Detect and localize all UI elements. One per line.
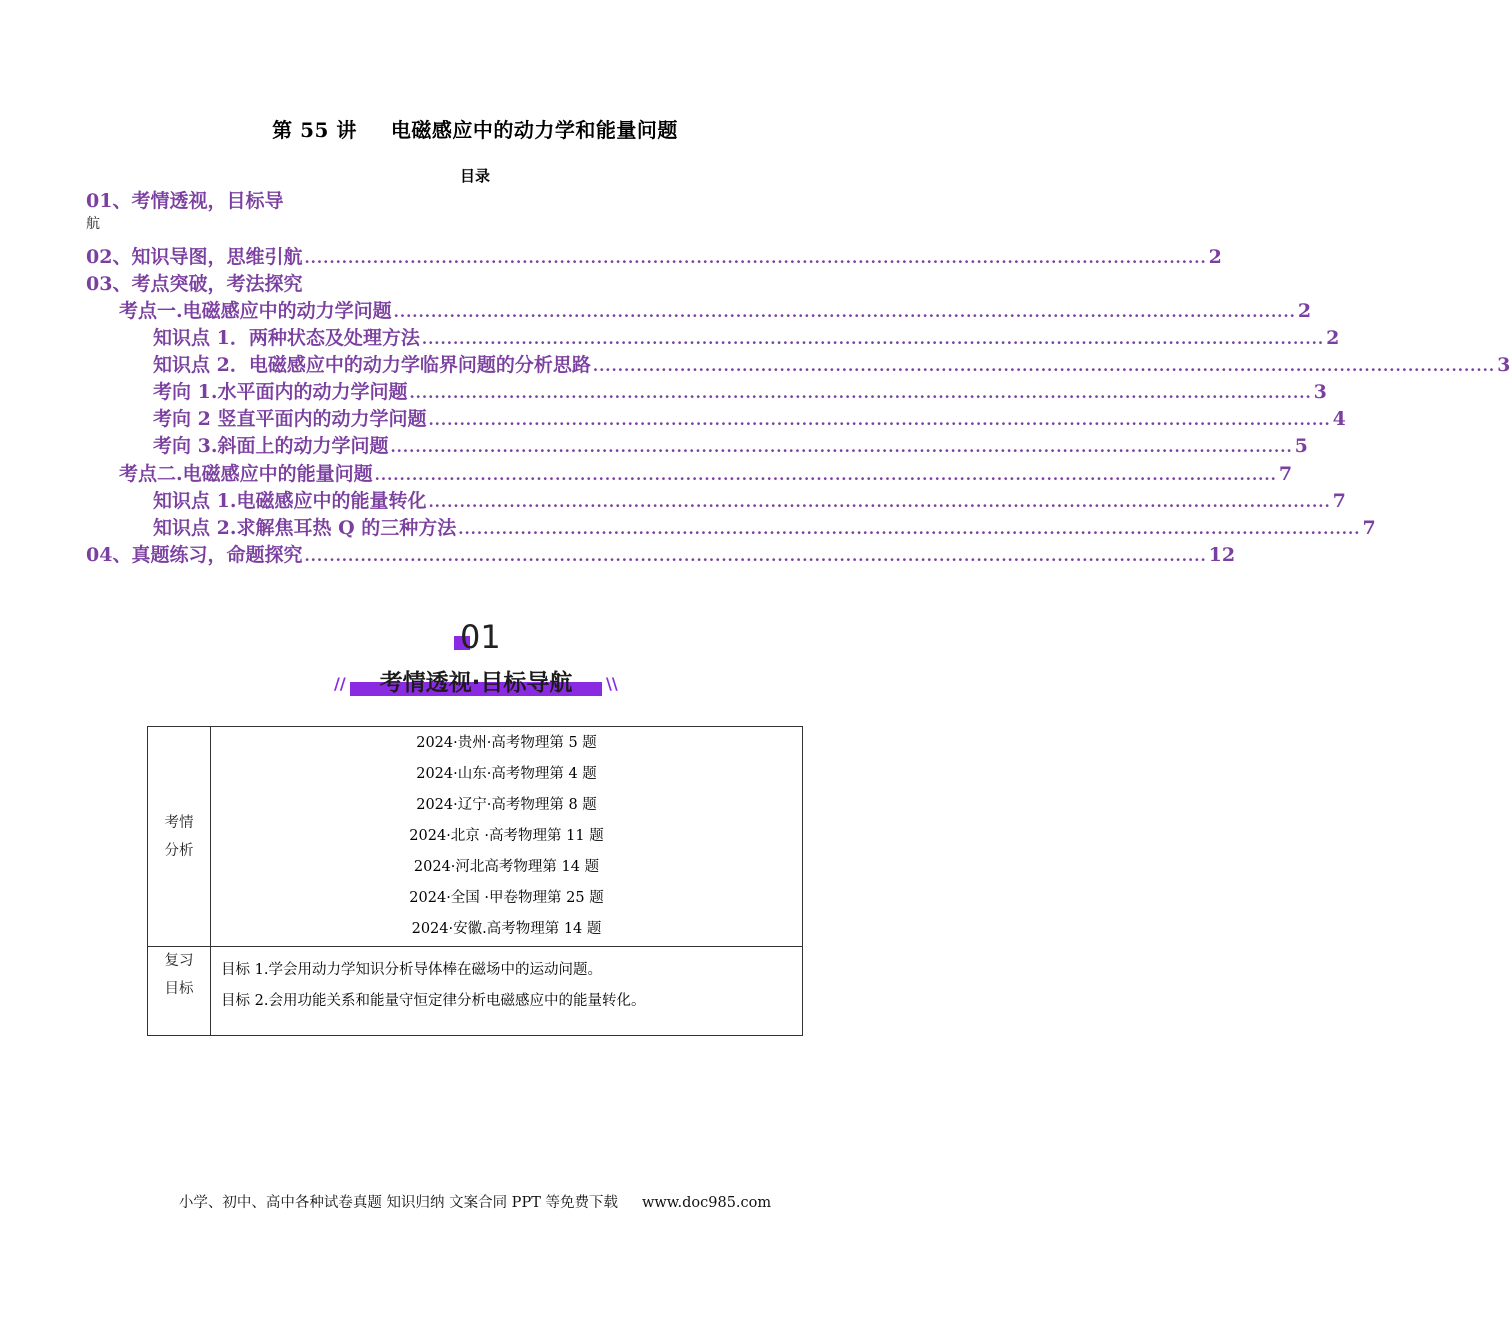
toc-entry-text: 考向 3.斜面上的动力学问题	[153, 435, 389, 457]
row-label-line: 考情	[164, 814, 194, 831]
document-title	[0, 114, 950, 143]
toc-leader-dots: .................................................................................................................................................	[304, 249, 1207, 267]
toc-entry-text: 知识点 2．电磁感应中的动力学临界问题的分析思路	[153, 354, 591, 376]
decor-slash-right-icon: \\	[606, 674, 618, 693]
toc-page-number: 2	[1208, 246, 1222, 268]
toc-page-number: 2	[1297, 300, 1312, 322]
toc-leader-dots: .................................................................................................................................................	[304, 547, 1207, 565]
toc-leader-dots: .................................................................................................................................................	[421, 330, 1325, 348]
exam-item: 2024·全国 ·甲卷物理第 25 题	[409, 890, 604, 906]
toc-entry[interactable]	[153, 486, 1346, 513]
exam-info-table	[147, 726, 803, 1036]
toc-entry[interactable]	[86, 242, 1222, 269]
exam-list-cell	[211, 727, 803, 947]
table-row	[148, 727, 803, 947]
toc-entry[interactable]: 01、考情透视，目标导	[86, 190, 284, 212]
goal-item: 目标 1.学会用动力学知识分析导体棒在磁场中的运动问题。	[221, 962, 602, 978]
lecture-topic: 电磁感应中的动力学和能量问题	[390, 118, 678, 142]
toc-page-number: 5	[1294, 435, 1308, 457]
toc-leader-dots: .................................................................................................................................................	[428, 411, 1331, 429]
toc-entry[interactable]	[153, 431, 1308, 458]
toc-entry-text: 考点二.电磁感应中的能量问题	[119, 463, 373, 485]
toc-page-number: 7	[1362, 517, 1376, 539]
row-label-line: 目标	[164, 981, 194, 997]
exam-item: 2024·北京 ·高考物理第 11 题	[409, 828, 604, 844]
exam-item: 2024·安徽.高考物理第 14 题	[411, 921, 602, 937]
toc-leader-dots: .................................................................................................................................................	[393, 303, 1296, 321]
toc-page-number: 7	[1332, 490, 1346, 512]
toc-entry[interactable]	[153, 350, 1510, 377]
row-label-line: 分析	[164, 842, 194, 859]
toc-entry[interactable]	[153, 513, 1376, 540]
goals-cell	[211, 947, 803, 1036]
decor-slash-left-icon: //	[334, 674, 346, 693]
toc-entry[interactable]: 03、考点突破，考法探究	[86, 273, 303, 295]
toc-entry-text: 知识点 1.电磁感应中的能量转化	[153, 490, 427, 512]
toc-page-number: 2	[1326, 327, 1340, 349]
footer-site-link[interactable]: www.doc985.com	[641, 1195, 772, 1211]
footer-text: 小学、初中、高中各种试卷真题 知识归纳 文案合同 PPT 等免费下载	[178, 1195, 618, 1211]
toc-entry[interactable]	[119, 459, 1293, 486]
toc-entry-text: 知识点 1．两种状态及处理方法	[153, 327, 420, 349]
toc-entry-text: 04、真题练习，命题探究	[86, 544, 303, 566]
toc-leader-dots: .................................................................................................................................................	[374, 466, 1277, 484]
toc-leader-dots: .................................................................................................................................................	[428, 493, 1331, 511]
toc-entry-text: 考向 2 竖直平面内的动力学问题	[153, 408, 427, 430]
toc-page-number: 4	[1332, 408, 1346, 430]
toc-entry[interactable]	[86, 540, 1236, 567]
toc-entry[interactable]	[153, 404, 1346, 431]
toc-entry-wrap[interactable]: 航	[86, 216, 100, 232]
section-banner-label: 考情透视·目标导航	[379, 670, 573, 696]
section-number: 01	[460, 618, 501, 656]
toc-leader-dots: .................................................................................................................................................	[409, 384, 1312, 402]
row-label-exam-analysis	[148, 727, 211, 947]
toc-entry[interactable]	[153, 377, 1327, 404]
table-row	[148, 947, 803, 1036]
exam-item: 2024·河北高考物理第 14 题	[413, 859, 600, 875]
goal-item: 目标 2.会用功能关系和能量守恒定律分析电磁感应中的能量转化。	[221, 993, 646, 1009]
exam-item: 2024·山东·高考物理第 4 题	[416, 766, 597, 782]
lecture-number: 第 55 讲	[272, 118, 357, 142]
toc-entry[interactable]	[119, 296, 1312, 323]
toc-entry-text: 考向 1.水平面内的动力学问题	[153, 381, 408, 403]
toc-entry[interactable]	[153, 323, 1340, 350]
toc-heading: 目录	[459, 167, 490, 185]
toc-page-number: 12	[1208, 544, 1236, 566]
toc-page-number: 3	[1497, 354, 1510, 376]
toc-entry-text: 知识点 2.求解焦耳热 Q 的三种方法	[153, 517, 457, 539]
toc-leader-dots: .................................................................................................................................................	[458, 520, 1361, 538]
toc-leader-dots: .................................................................................................................................................	[592, 357, 1496, 375]
toc-leader-dots: .................................................................................................................................................	[390, 438, 1293, 456]
toc-page-number: 3	[1313, 381, 1327, 403]
section-banner	[350, 664, 600, 696]
exam-item: 2024·贵州·高考物理第 5 题	[416, 735, 597, 751]
toc-entry-text: 02、知识导图，思维引航	[86, 246, 303, 268]
toc-entry-text: 考点一.电磁感应中的动力学问题	[119, 300, 392, 322]
toc-page-number: 7	[1278, 463, 1293, 485]
page-footer	[0, 1191, 950, 1212]
exam-item: 2024·辽宁·高考物理第 8 题	[416, 797, 597, 813]
row-label-line: 复习	[164, 953, 194, 969]
row-label-review-goals	[148, 947, 211, 1036]
